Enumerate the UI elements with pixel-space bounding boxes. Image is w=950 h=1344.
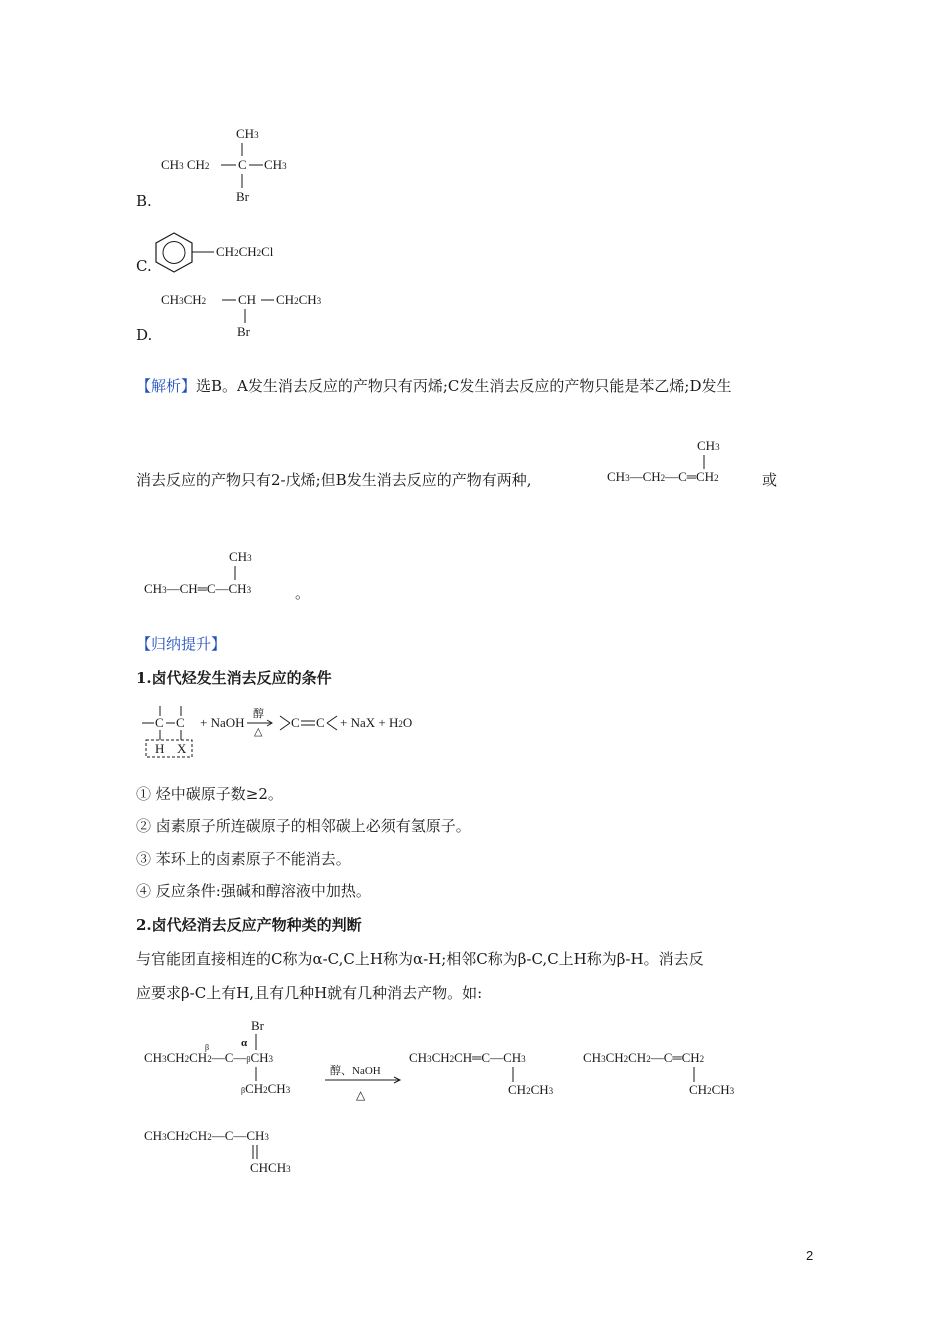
struct-d-bottom: Br [237, 324, 250, 339]
struct-c-substituent: CH2CH2Cl [216, 244, 274, 259]
condition-item-1: ① 烃中碳原子数≥2。 [136, 785, 283, 803]
struct-d-left: CH3CH2 [161, 292, 207, 307]
svg-text:C: C [176, 715, 185, 730]
svg-text:C: C [291, 715, 300, 730]
product2-top: CH3 [229, 549, 252, 564]
condition-item-3: ③ 苯环上的卤素原子不能消去。 [136, 850, 351, 868]
struct-b-left: CH3 CH2 [161, 157, 210, 172]
page-number: 2 [806, 1248, 814, 1263]
beta-label-1: β [205, 1043, 210, 1052]
option-b-label: B. [136, 192, 152, 210]
summary-heading-2: 2.卤代烃消去反应产物种类的判断 [136, 916, 362, 934]
struct-d-center: CH [238, 292, 257, 307]
reaction-2-cond-bottom: △ [356, 1088, 366, 1102]
analysis-tag: 【解析】 [136, 377, 197, 395]
product1-chain: CH3—CH2—C═CH2 [607, 469, 719, 484]
product-b-main: CH3CH2CH2—C═CH2 [583, 1050, 705, 1065]
reaction-1-box-x: X [177, 741, 187, 756]
summary-paragraph-line2: 应要求β-C上有H,且有几种H就有几种消去产物。如: [136, 984, 483, 1002]
product-a-bottom: CH2CH3 [508, 1082, 554, 1097]
reaction-1-reagent: + NaOH [200, 715, 245, 730]
analysis-line1: 【解析】选B。A发生消去反应的产物只有丙烯;C发生消去反应的产物只能是苯乙烯;D发生 [136, 377, 732, 395]
reaction-2-cond-top: 醇、NaOH [330, 1065, 381, 1077]
struct-d-right: CH2CH3 [276, 292, 322, 307]
summary-heading-1: 1.卤代烃发生消去反应的条件 [136, 669, 332, 687]
struct-b-right: CH3 [264, 157, 287, 172]
struct-b-center: C [238, 157, 247, 172]
option-c-label: C. [136, 257, 152, 275]
analysis-line2: 消去反应的产物只有2-戊烯;但B发生消去反应的产物有两种, [136, 471, 532, 489]
struct-b-bottom: Br [236, 189, 249, 204]
reaction-1-cond-bottom: △ [254, 726, 263, 738]
product-c-main: CH3CH2CH2—C—CH3 [144, 1128, 269, 1143]
reaction-1-box-h: H [155, 741, 165, 756]
svg-text:C: C [155, 715, 164, 730]
analysis-or: 或 [762, 471, 778, 489]
condition-item-2: ② 卤素原子所连碳原子的相邻碳上必须有氢原子。 [136, 817, 471, 835]
product-c-bottom: CHCH3 [250, 1160, 291, 1175]
product-a-main: CH3CH2CH═C—CH3 [409, 1050, 526, 1065]
condition-item-4: ④ 反应条件:强碱和醇溶液中加热。 [136, 882, 371, 900]
product-b-bottom: CH2CH3 [689, 1082, 735, 1097]
reaction-1-cond-top: 醇 [253, 708, 264, 720]
alpha-label: α [241, 1037, 248, 1049]
reactant-main: CH3CH2CH2—C—βCH3 [144, 1050, 273, 1065]
analysis-end: 。 [295, 584, 311, 602]
reactant-bottom: βCH2CH3 [241, 1081, 291, 1096]
struct-b-top: CH3 [236, 126, 259, 141]
option-d-label: D. [136, 326, 153, 344]
product2-chain: CH3—CH═C—CH3 [144, 581, 252, 596]
reactant-br: Br [251, 1018, 264, 1033]
product1-top: CH3 [697, 438, 720, 453]
reaction-1-products: + NaX + H2O [340, 715, 413, 730]
summary-tag: 【归纳提升】 [136, 635, 227, 653]
summary-paragraph-line1: 与官能团直接相连的C称为α-C,C上H称为α-H;相邻C称为β-C,C上H称为β-H。消去反 [136, 950, 704, 968]
svg-text:C: C [316, 715, 325, 730]
